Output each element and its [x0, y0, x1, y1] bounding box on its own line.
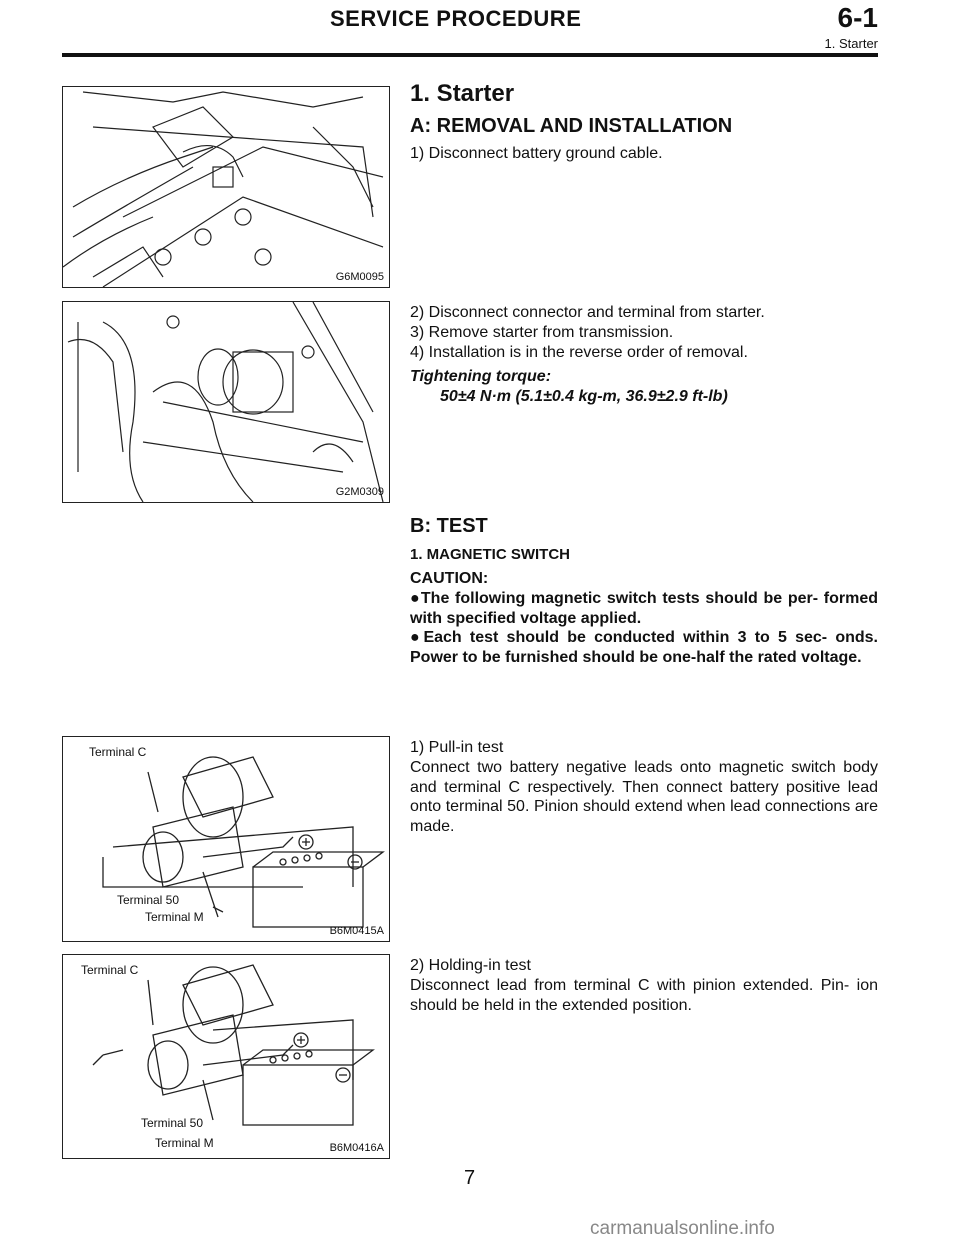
- page-number: 7: [464, 1167, 476, 1189]
- pull-in-body: Connect two battery negative leads onto magnetic switch body and terminal C respectively. Then connect battery positive lead onto terminal 50. Pinion should extend when lead connections are made.: [410, 759, 878, 835]
- starter-location-illustration: [63, 302, 389, 502]
- caution-text-1: The following magnetic switch tests should be per- formed with specified voltage applied.: [410, 590, 878, 627]
- header-title: SERVICE PROCEDURE: [330, 6, 582, 31]
- torque-value: 50±4 N·m (5.1±0.4 kg-m, 36.9±2.9 ft-lb): [440, 388, 728, 405]
- caution-item-2: [410, 628, 878, 667]
- figure-holding-in-test: [62, 954, 390, 1159]
- section-title: 1. Starter: [410, 80, 515, 107]
- label-terminal-50: Terminal 50: [117, 893, 180, 907]
- label-terminal-m: Terminal M: [145, 910, 204, 924]
- label-terminal-m: Terminal M: [155, 1136, 214, 1150]
- label-terminal-50: Terminal 50: [141, 1116, 204, 1130]
- figure-id: G6M0095: [335, 271, 384, 283]
- pull-in-title: 1) Pull-in test: [410, 739, 504, 756]
- watermark: carmanualsonline.info: [590, 1218, 775, 1239]
- test-heading: B: TEST: [410, 515, 488, 537]
- pull-in-wiring-illustration: [63, 737, 389, 941]
- bullet-icon: ●: [410, 629, 424, 646]
- torque-label: Tightening torque:: [410, 368, 552, 385]
- figure-pull-in-test: [62, 736, 390, 942]
- figure-battery-cable: [62, 86, 390, 288]
- caution-label: CAUTION:: [410, 570, 489, 587]
- figure-id: G2M0309: [335, 486, 384, 498]
- bullet-icon: ●: [410, 590, 421, 607]
- step-2: 2) Disconnect connector and terminal from starter.: [410, 304, 765, 321]
- removal-heading: A: REMOVAL AND INSTALLATION: [410, 115, 733, 137]
- header-subtitle: 1. Starter: [824, 36, 878, 51]
- label-terminal-c: Terminal C: [89, 745, 147, 759]
- holding-in-body: Disconnect lead from terminal C with pinion extended. Pin- ion should be held in the extended position.: [410, 977, 878, 1014]
- battery-cable-illustration: [63, 87, 389, 287]
- holding-in-wiring-illustration: [63, 955, 389, 1158]
- holding-in-title: 2) Holding-in test: [410, 957, 531, 974]
- figure-id: B6M0415A: [329, 925, 384, 937]
- step-3: 3) Remove starter from transmission.: [410, 324, 674, 341]
- caution-text-2: Each test should be conducted within 3 to 5 sec- onds. Power to be furnished should be one-half the rated voltage.: [410, 629, 878, 666]
- step-4: 4) Installation is in the reverse order of removal.: [410, 344, 748, 361]
- caution-item-1: [410, 589, 878, 628]
- figure-id: B6M0416A: [329, 1142, 384, 1154]
- header-rule: [62, 53, 878, 57]
- header-code: 6-1: [837, 2, 878, 33]
- magnetic-switch-heading: 1. MAGNETIC SWITCH: [410, 546, 570, 563]
- label-terminal-c: Terminal C: [81, 963, 139, 977]
- step-1: 1) Disconnect battery ground cable.: [410, 145, 663, 162]
- figure-starter-location: [62, 301, 390, 503]
